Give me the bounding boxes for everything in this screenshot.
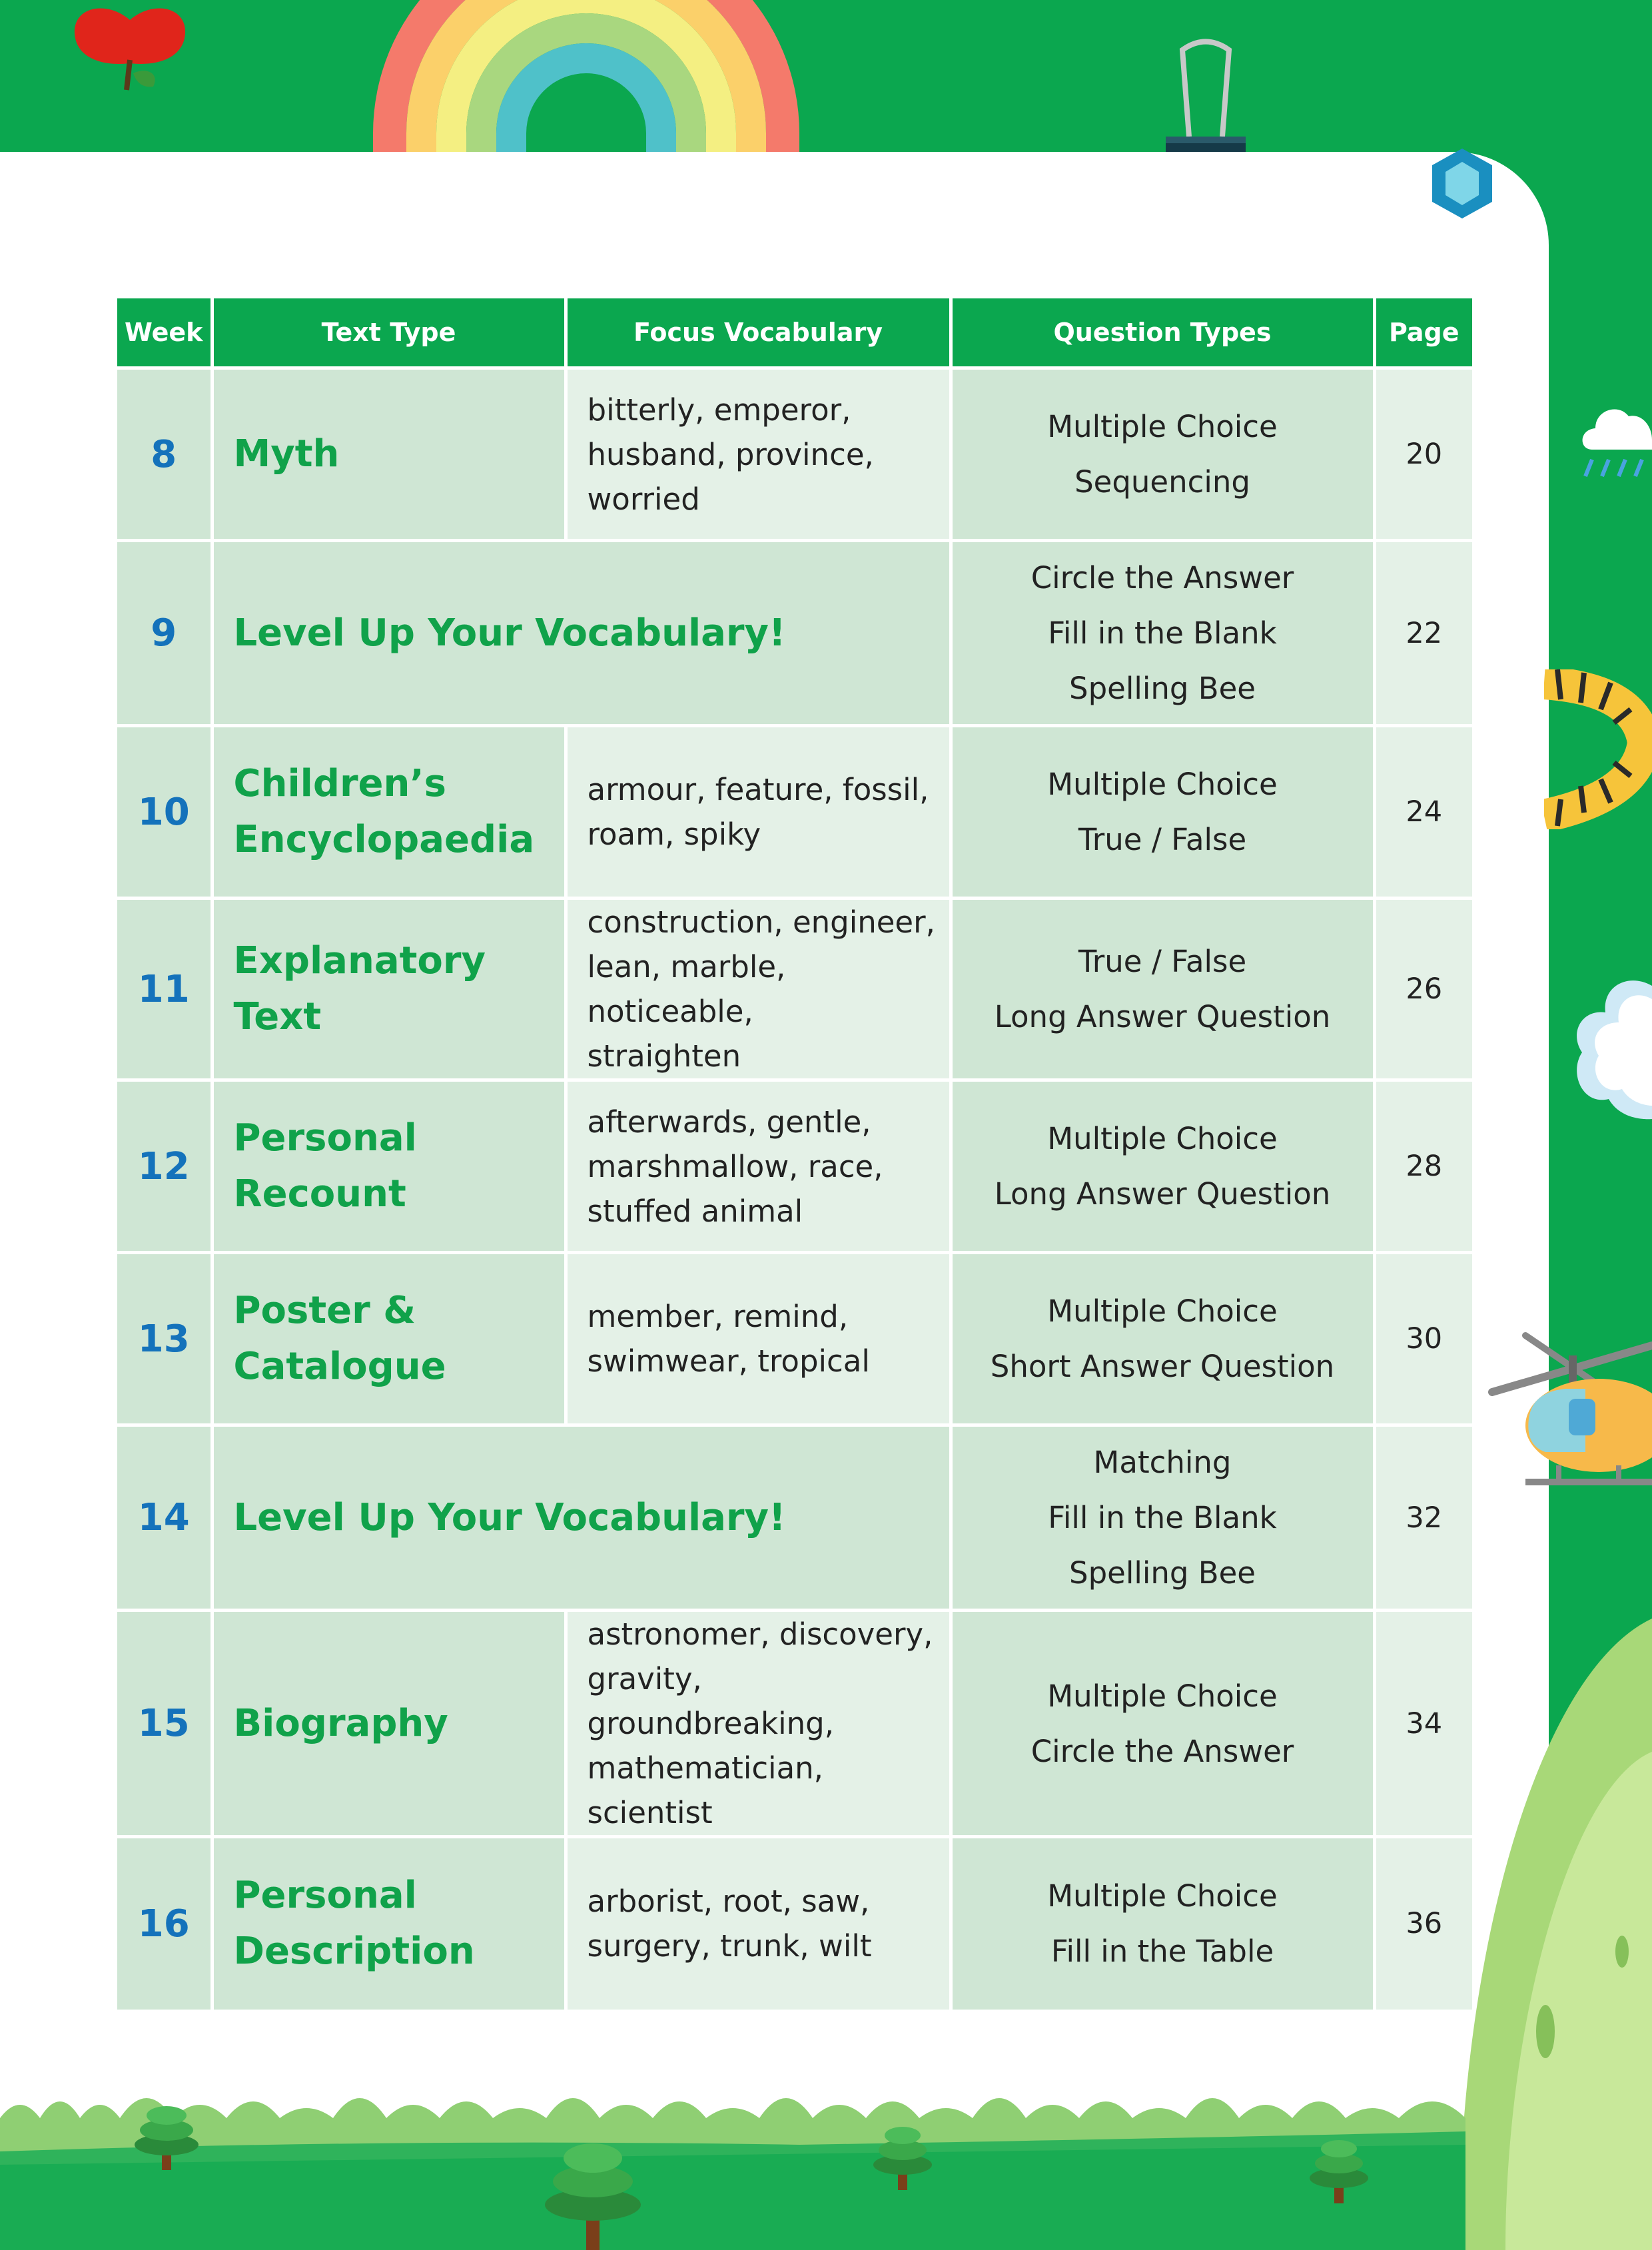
text-type-line: Level Up Your Vocabulary! xyxy=(233,1495,786,1539)
page-number: 34 xyxy=(1374,1611,1472,1837)
week-number: 15 xyxy=(117,1611,212,1837)
focus-vocabulary xyxy=(566,899,951,1080)
question-type-line: Fill in the Table xyxy=(1050,1934,1274,1970)
question-type-line: Multiple Choice xyxy=(1047,409,1278,444)
question-type-line: Matching xyxy=(1093,1445,1232,1480)
rainbow-icon xyxy=(373,0,799,153)
focus-vocabulary xyxy=(566,1837,951,2010)
text-type xyxy=(212,1611,566,1837)
question-types xyxy=(951,368,1374,541)
focus-vocabulary xyxy=(566,1253,951,1425)
page-number: 32 xyxy=(1374,1425,1472,1611)
question-types xyxy=(951,1080,1374,1253)
week-number: 16 xyxy=(117,1837,212,2010)
question-types xyxy=(951,899,1374,1080)
page-number: 20 xyxy=(1374,368,1472,541)
header-page: Page xyxy=(1374,298,1472,368)
page-number: 24 xyxy=(1374,726,1472,899)
vocabulary-line: mathematician, scientist xyxy=(587,1750,823,1830)
week-number: 14 xyxy=(117,1425,212,1611)
vocabulary-line: bitterly, emperor, xyxy=(587,392,851,428)
text-type-line: Poster & xyxy=(233,1289,416,1332)
text-type-line: Children’s xyxy=(233,762,447,805)
page-number: 30 xyxy=(1374,1253,1472,1425)
question-type-line: Spelling Bee xyxy=(1069,1555,1256,1591)
question-type-line: True / False xyxy=(1078,822,1247,857)
vocabulary-line: armour, feature, fossil, xyxy=(587,772,929,807)
header-question-types: Question Types xyxy=(951,298,1374,368)
question-types xyxy=(951,1611,1374,1837)
question-type-line: Circle the Answer xyxy=(1031,560,1294,595)
table-row xyxy=(117,368,1472,541)
text-type xyxy=(212,899,566,1080)
table-row xyxy=(117,1080,1472,1253)
question-type-line: Spelling Bee xyxy=(1069,671,1256,706)
text-type xyxy=(212,1837,566,2010)
week-number: 10 xyxy=(117,726,212,899)
page-number: 36 xyxy=(1374,1837,1472,2010)
question-type-line: Multiple Choice xyxy=(1047,1294,1278,1329)
text-type-line: Encyclopaedia xyxy=(233,818,535,861)
text-type-line: Level Up Your Vocabulary! xyxy=(233,611,786,655)
hill-icon xyxy=(1459,1619,1652,2250)
text-type xyxy=(212,368,566,541)
focus-vocabulary xyxy=(566,726,951,899)
text-type xyxy=(212,1425,951,1611)
focus-vocabulary xyxy=(566,1611,951,1837)
question-type-line: Multiple Choice xyxy=(1047,1878,1278,1914)
text-type-line: Explanatory Text xyxy=(233,939,486,1038)
vocabulary-line: straighten xyxy=(587,1038,741,1074)
vocabulary-line: marshmallow, race, xyxy=(587,1148,883,1184)
question-type-line: Long Answer Question xyxy=(994,999,1331,1034)
tree-icon xyxy=(869,2118,936,2191)
ground-scene xyxy=(0,2065,1465,2250)
text-type-line: Catalogue xyxy=(233,1345,446,1388)
week-number: 11 xyxy=(117,899,212,1080)
table-row xyxy=(117,1611,1472,1837)
helicopter-icon xyxy=(1485,1325,1652,1505)
vocabulary-line: member, remind, xyxy=(587,1299,849,1334)
question-type-line: True / False xyxy=(1078,944,1247,979)
question-types xyxy=(951,1837,1374,2010)
vocabulary-line: swimwear, tropical xyxy=(587,1343,870,1379)
vocabulary-line: roam, spiky xyxy=(587,817,761,852)
table-row xyxy=(117,726,1472,899)
vocabulary-line: astronomer, discovery, xyxy=(587,1617,933,1652)
text-type-line: Biography xyxy=(233,1701,448,1745)
question-type-line: Long Answer Question xyxy=(994,1176,1331,1212)
text-type-line: Personal xyxy=(233,1874,417,1918)
table-row xyxy=(117,1253,1472,1425)
question-type-line: Fill in the Blank xyxy=(1048,1500,1277,1535)
table-row xyxy=(117,899,1472,1080)
question-type-line: Short Answer Question xyxy=(990,1349,1335,1384)
vocabulary-line: construction, engineer, xyxy=(587,905,935,940)
question-types xyxy=(951,541,1374,726)
page-number: 22 xyxy=(1374,541,1472,726)
question-types xyxy=(951,726,1374,899)
contents-table xyxy=(117,298,1472,2010)
tree-icon xyxy=(130,2098,203,2171)
vocabulary-line: husband, province, xyxy=(587,436,874,472)
text-type xyxy=(212,1253,566,1425)
question-type-line: Sequencing xyxy=(1074,464,1250,500)
vocabulary-line: lean, marble, noticeable, xyxy=(587,949,786,1029)
question-type-line: Multiple Choice xyxy=(1047,767,1278,802)
tree-icon xyxy=(540,2131,646,2250)
vocabulary-line: stuffed animal xyxy=(587,1193,803,1229)
header-week: Week xyxy=(117,298,212,368)
question-type-line: Multiple Choice xyxy=(1047,1678,1278,1714)
header-row xyxy=(117,298,1472,368)
apple-icon xyxy=(67,0,193,93)
page-number: 28 xyxy=(1374,1080,1472,1253)
table-row xyxy=(117,1837,1472,2010)
vocabulary-line: arborist, root, saw, xyxy=(587,1884,870,1920)
week-number: 13 xyxy=(117,1253,212,1425)
vocabulary-line: worried xyxy=(587,481,700,517)
header-focus-vocabulary: Focus Vocabulary xyxy=(566,298,951,368)
week-number: 8 xyxy=(117,368,212,541)
text-type xyxy=(212,1080,566,1253)
page-number: 26 xyxy=(1374,899,1472,1080)
question-type-line: Circle the Answer xyxy=(1031,1733,1294,1769)
text-type-line: Personal xyxy=(233,1116,417,1160)
question-types xyxy=(951,1425,1374,1611)
table-row xyxy=(117,1425,1472,1611)
question-types xyxy=(951,1253,1374,1425)
week-number: 12 xyxy=(117,1080,212,1253)
text-type-line: Myth xyxy=(233,432,340,476)
question-type-line: Multiple Choice xyxy=(1047,1121,1278,1156)
table-row xyxy=(117,541,1472,726)
gem-icon xyxy=(1429,145,1495,222)
text-type xyxy=(212,541,951,726)
focus-vocabulary xyxy=(566,1080,951,1253)
vocabulary-line: afterwards, gentle, xyxy=(587,1104,871,1140)
text-type-line: Recount xyxy=(233,1172,406,1216)
cloud-icon xyxy=(1569,972,1652,1126)
tree-icon xyxy=(1306,2131,1372,2205)
header-text-type: Text Type xyxy=(212,298,566,368)
question-type-line: Fill in the Blank xyxy=(1048,615,1277,651)
week-number: 9 xyxy=(117,541,212,726)
tiger-tail-icon xyxy=(1544,669,1652,829)
text-type-line: Description xyxy=(233,1930,475,1974)
vocabulary-line: gravity, groundbreaking, xyxy=(587,1661,835,1741)
vocabulary-line: surgery, trunk, wilt xyxy=(587,1928,872,1964)
rain-cloud-icon xyxy=(1579,376,1652,483)
focus-vocabulary xyxy=(566,368,951,541)
text-type xyxy=(212,726,566,899)
